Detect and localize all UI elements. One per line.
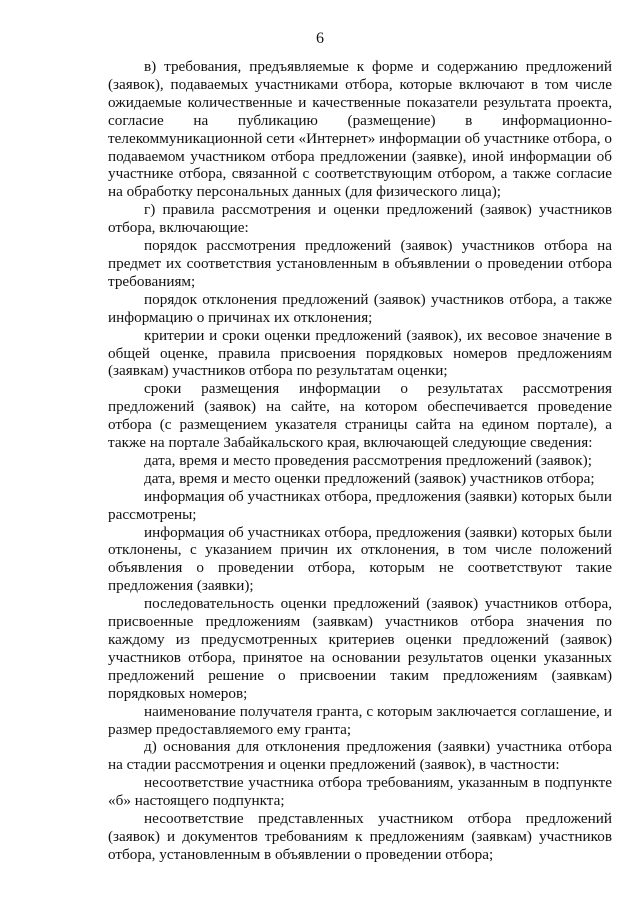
paragraph-d-rejection-grounds: д) основания для отклонения предложения (заявки) участника отбора на стадии рассмотрения и оценки предложений (заявок), в частности:: [108, 738, 612, 774]
paragraph-review-procedure: порядок рассмотрения предложений (заявок) участников отбора на предмет их соответствия установленным в объявлении о проведении отбора требованиям;: [108, 237, 612, 290]
paragraph-rejection-procedure: порядок отклонения предложений (заявок) участников отбора, а также информацию о причинах их отклонения;: [108, 290, 612, 326]
paragraph-evaluation-sequence: последовательность оценки предложений (заявок) участников отбора, присвоенные предложениям (заявкам) участников отбора значения по каждому из предусмотренных критериев оценки предложений (заявок) участников отбора, принятое на основании результатов оценки указанных предложений решение о присвоении таким предложениям (заявкам) порядковых номеров;: [108, 595, 612, 702]
paragraph-evaluation-criteria: критерии и сроки оценки предложений (заявок), их весовое значение в общей оценке, правила присвоения порядковых номеров предложениям (заявкам) участников отбора по результатам оценки;: [108, 326, 612, 380]
paragraph-evaluation-date: дата, время и место оценки предложений (заявок) участников отбора;: [144, 469, 595, 487]
paragraph-publication-terms: сроки размещения информации о результатах рассмотрения предложений (заявок) на сайте, на котором обеспечивается проведение отбора (с размещением указателя страницы сайта на едином портале), а также на портале Забайкальского края, включающей следующие сведения:: [108, 380, 612, 452]
paragraph-review-date: дата, время и место проведения рассмотрения предложений (заявок);: [144, 451, 592, 469]
paragraph-grant-recipient: наименование получателя гранта, с которым заключается соглашение, и размер предоставляемого ему гранта;: [108, 702, 612, 738]
paragraph-participant-mismatch: несоответствие участника отбора требованиям, указанным в подпункте «б» настоящего подпункта;: [108, 774, 612, 810]
document-body: [108, 58, 612, 864]
paragraph-rejected-participants: информация об участниках отбора, предложения (заявки) которых были отклонены, с указанием причин их отклонения, в том числе положений объявления о проведении отбора, которым не соответствуют такие предложения (заявки);: [108, 523, 612, 595]
paragraph-v-requirements: в) требования, предъявляемые к форме и содержанию предложений (заявок), подаваемых участниками отбора, которые включают в том числе ожидаемые количественные и качественные показатели результата проекта, согласие на публикацию (размещение) в информационно-телекоммуникационной сети «Интернет» информации об участнике отбора, о подаваемом участником отбора предложении (заявке), иной информации об участнике отбора, связанной с соответствующим отбором, а также согласие на обработку персональных данных (для физического лица);: [108, 58, 612, 201]
paragraph-documents-mismatch: несоответствие представленных участником отбора предложений (заявок) и документов требованиям к предложениям (заявкам) участников отбора, установленным в объявлении о проведении отбора;: [108, 810, 612, 863]
page-number: 6: [316, 30, 324, 47]
paragraph-reviewed-participants: информация об участниках отбора, предложения (заявки) которых были рассмотрены;: [108, 487, 612, 523]
paragraph-g-rules: г) правила рассмотрения и оценки предложений (заявок) участников отбора, включающие:: [108, 201, 612, 237]
